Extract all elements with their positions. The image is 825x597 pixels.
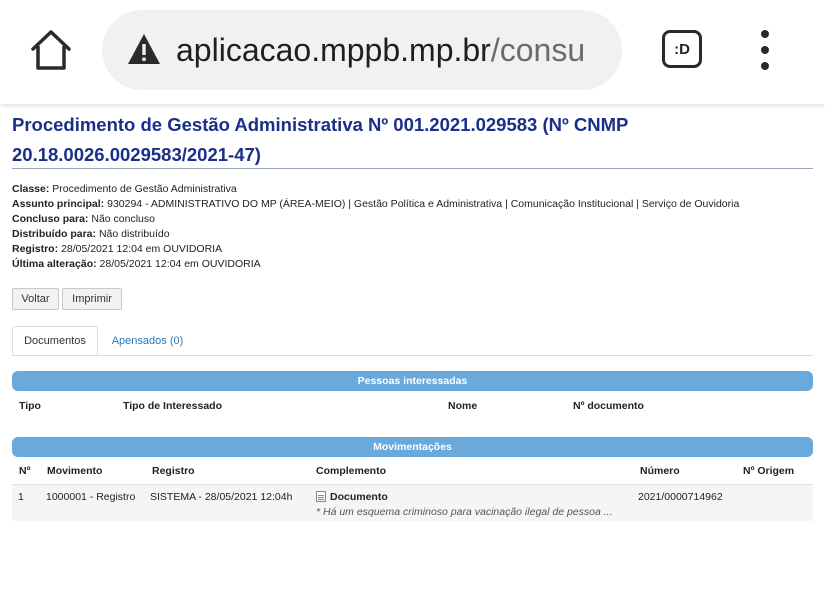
home-icon[interactable]: [28, 28, 74, 72]
mov-col-origem: Nº Origem: [743, 465, 795, 477]
mov-row-complemento-preview: * Há um esquema criminoso para vacinação ilegal de pessoa ...: [316, 506, 613, 518]
mov-row-movimento: 1000001 - Registro: [46, 491, 136, 503]
document-icon: [316, 491, 326, 502]
mov-col-n: Nº: [19, 465, 31, 477]
page-title: [12, 110, 812, 170]
mov-col-complemento: Complemento: [316, 465, 387, 477]
mov-row-n: 1: [18, 491, 24, 503]
title-divider: [12, 168, 813, 169]
meta-concluso: Concluso para: Não concluso: [12, 213, 155, 225]
pessoas-section-header: Pessoas interessadas: [12, 371, 813, 391]
movimentacoes-section-header: Movimentações: [12, 437, 813, 457]
imprimir-button[interactable]: Imprimir: [62, 288, 122, 310]
url-text[interactable]: [176, 32, 585, 68]
voltar-button[interactable]: Voltar: [12, 288, 59, 310]
meta-alteracao: Última alteração: 28/05/2021 12:04 em OUVIDORIA: [12, 258, 261, 270]
mov-col-registro: Registro: [152, 465, 195, 477]
warning-triangle-icon[interactable]: [126, 32, 162, 66]
page-title-line1: Procedimento de Gestão Administrativa Nº 001.2021.029583 (Nº CNMP: [12, 114, 629, 135]
browser-toolbar: [0, 0, 825, 104]
mov-row-registro: SISTEMA - 28/05/2021 12:04h: [150, 491, 293, 503]
meta-assunto: Assunto principal: 930294 - ADMINISTRATIVO DO MP (ÁREA-MEIO) | Gestão Política e Administrativa | Comunicação Institucional | Serviço de Ouvidoria: [12, 198, 740, 210]
pessoas-col-tipo: Tipo: [19, 400, 41, 412]
page-title-line2: 20.18.0026.0029583/2021-47): [12, 144, 261, 165]
tab-apensados[interactable]: Apensados (0): [111, 335, 184, 347]
url-path: /consu: [490, 32, 586, 68]
mov-row-complemento-title: Documento: [330, 491, 388, 503]
mov-col-numero: Número: [640, 465, 680, 477]
url-host: aplicacao.mppb.mp.br: [176, 32, 491, 68]
address-bar[interactable]: [102, 10, 622, 90]
mov-row-numero: 2021/0000714962: [638, 491, 723, 503]
pessoas-col-nome: Nome: [448, 400, 478, 412]
meta-distribuido: Distribuído para: Não distribuído: [12, 228, 170, 240]
meta-classe: Classe: Procedimento de Gestão Administrativa: [12, 183, 237, 195]
pessoas-col-documento: Nº documento: [573, 400, 644, 412]
pessoas-col-tipo-interessado: Tipo de Interessado: [123, 400, 222, 412]
tab-documentos[interactable]: Documentos: [12, 326, 98, 356]
tab-divider: [12, 355, 813, 356]
vertical-dots-icon[interactable]: [755, 30, 775, 70]
tab-switcher-button[interactable]: :D: [662, 30, 702, 68]
procedure-metadata: [12, 182, 739, 272]
meta-registro: Registro: 28/05/2021 12:04 em OUVIDORIA: [12, 243, 223, 255]
mov-col-movimento: Movimento: [47, 465, 103, 477]
mov-row-documento-link[interactable]: [316, 491, 388, 503]
